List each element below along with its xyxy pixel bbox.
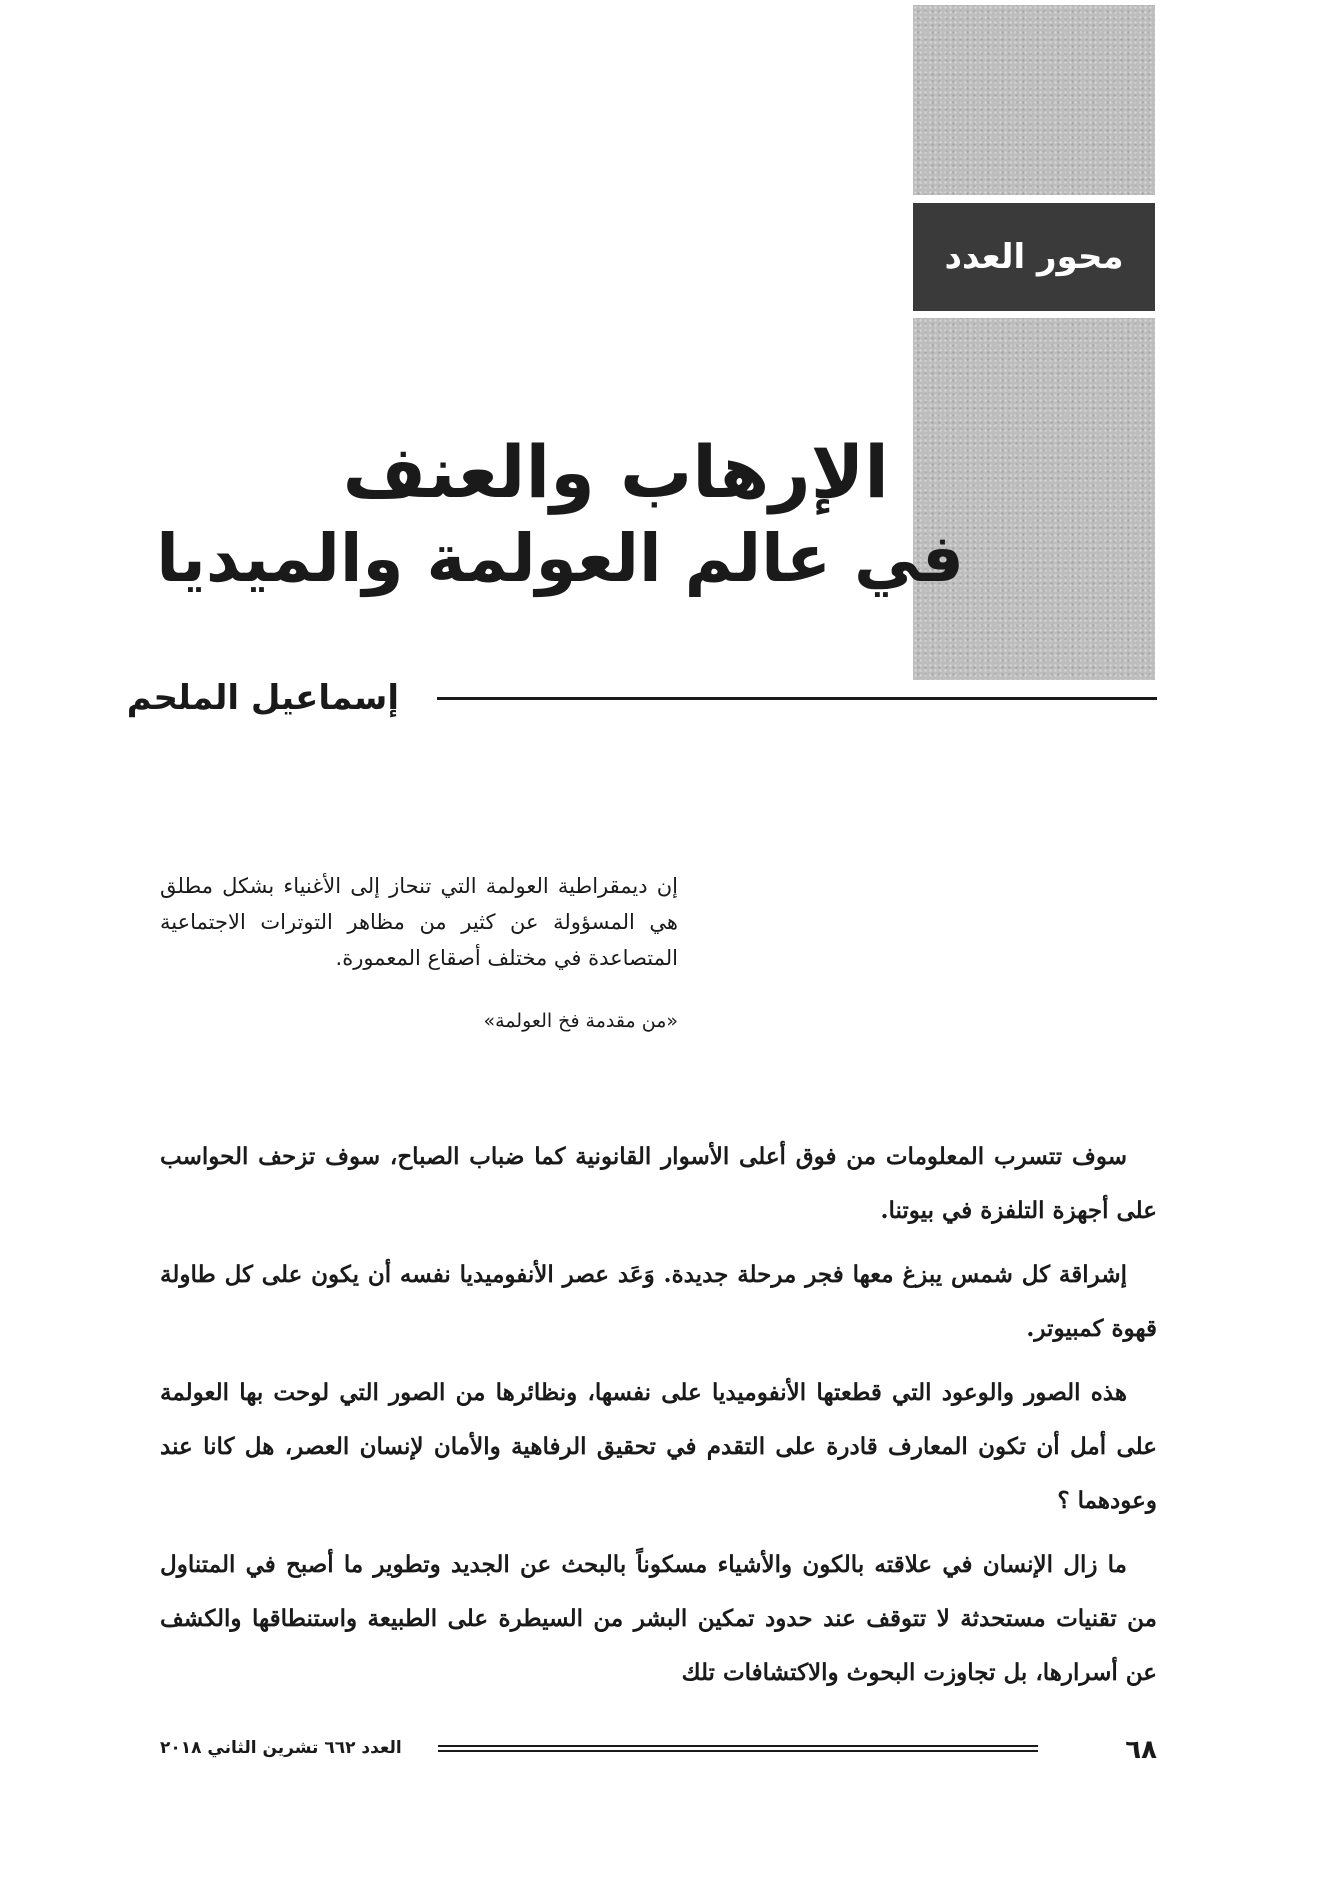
body-paragraph: هذه الصور والوعود التي قطعتها الأنفوميديا على نفسها، ونظائرها من الصور التي لوحت بها العولمة على أمل أن تكون المعارف قادرة على التقدم في تحقيق الرفاهية والأمان لإنسان العصر، هل كانا عند وعودهما ؟ xyxy=(160,1379,1157,1514)
author-name: إسماعيل الملحم xyxy=(126,678,399,718)
epigraph-quote: إن ديمقراطية العولمة التي تنحاز إلى الأغنياء بشكل مطلق هي المسؤولة عن كثير من مظاهر التوترات الاجتماعية المتصاعدة في مختلف أصقاع المعمورة. xyxy=(160,874,678,970)
decorative-gray-block-bottom xyxy=(913,318,1155,680)
author-divider xyxy=(437,697,1157,700)
footer-divider xyxy=(438,1745,1038,1752)
section-label xyxy=(913,203,1155,311)
epigraph-source: «من مقدمة فخ العولمة» xyxy=(483,1010,678,1032)
issue-info: العدد ٦٦٢ تشرين الثاني ٢٠١٨ xyxy=(160,1738,402,1758)
body-paragraph: سوف تتسرب المعلومات من فوق أعلى الأسوار القانونية كما ضباب الصباح، سوف تزحف الحواسب على أجهزة التلفزة في بيوتنا. xyxy=(160,1143,1157,1224)
section-label-text: محور العدد xyxy=(944,237,1124,277)
page-number: ٦٨ xyxy=(1125,1735,1157,1765)
decorative-gray-block-top xyxy=(913,5,1155,195)
article-title-line-1: الإرهاب والعنف xyxy=(342,430,889,514)
body-paragraph: ما زال الإنسان في علاقته بالكون والأشياء مسكوناً بالبحث عن الجديد وتطوير ما أصبح في المتناول من تقنيات مستحدثة لا تتوقف عند حدود تمكين البشر من السيطرة على الطبيعة واستنطاقها والكشف عن أسرارها، بل تجاوزت البحوث والاكتشافات تلك xyxy=(160,1551,1157,1686)
article-body xyxy=(160,1130,1157,1710)
article-title-line-2: في عالم العولمة والميديا xyxy=(156,520,964,597)
body-paragraph: إشراقة كل شمس يبزغ معها فجر مرحلة جديدة. وَعَد عصر الأنفوميديا نفسه أن يكون على كل طاولة قهوة كمبيوتر. xyxy=(160,1261,1157,1342)
